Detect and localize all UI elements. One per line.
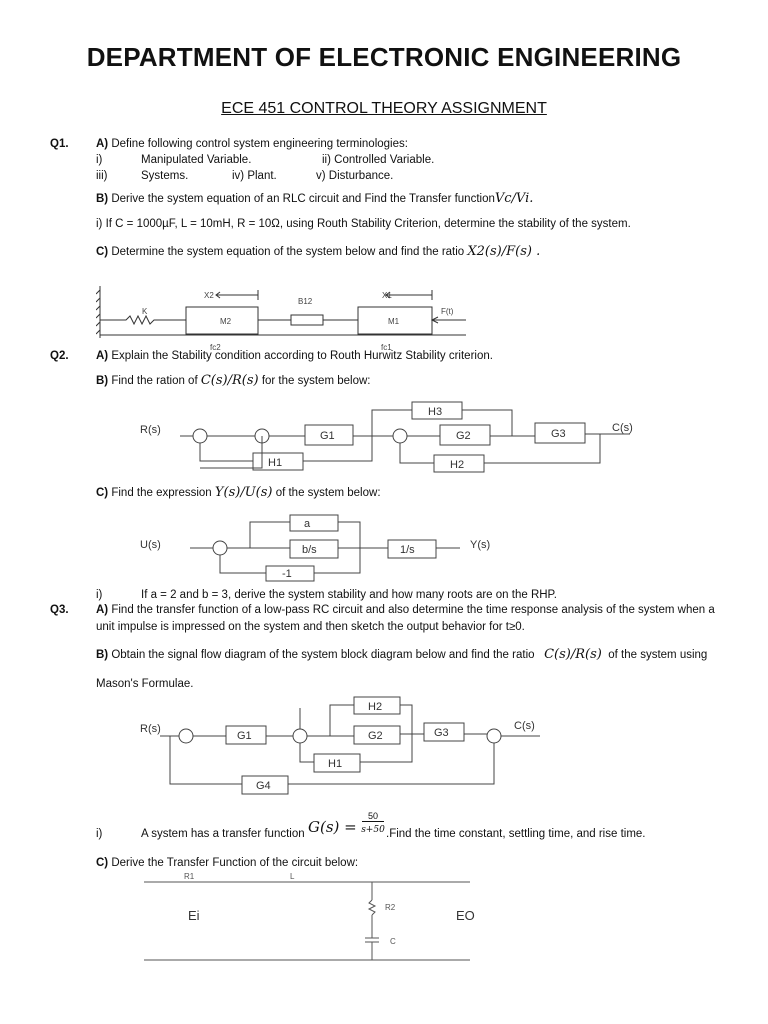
q3-i-num: i)	[96, 828, 103, 840]
q1-c-prefix: C)	[96, 246, 109, 258]
tf-numerator: 50	[362, 811, 384, 822]
q3b-g2: G2	[368, 730, 383, 742]
q1-label: Q1.	[50, 138, 69, 150]
q3b-h1: H1	[328, 758, 343, 770]
q3-c	[96, 857, 358, 869]
circuit-eo-label: EO	[456, 908, 475, 923]
q3-b-prefix: B)	[96, 649, 109, 661]
q2b-g3: G3	[551, 428, 566, 440]
q2-a-prefix: A)	[96, 350, 109, 362]
q2c-neg1-block: -1	[282, 568, 292, 580]
q1-b-text: Derive the system equation of an RLC circuit and Find the Transfer function	[111, 193, 495, 205]
q3-c-text: Derive the Transfer Function of the circuit below:	[111, 857, 359, 869]
q2c-y-label: Y(s)	[470, 539, 491, 551]
q3-b-math: C(s)/R(s)	[544, 647, 602, 662]
q3-i-text2: .Find the time constant, settling time, and rise time.	[386, 828, 646, 840]
b12-label: B12	[298, 297, 313, 306]
q2b-h1: H1	[268, 457, 283, 469]
q1-i: i) If C = 1000µF, L = 10mH, R = 10Ω, using Routh Stability Criterion, determine the stability of the system.	[96, 218, 631, 230]
q3-b-text: Obtain the signal flow diagram of the system block diagram below and find the ratio	[111, 649, 535, 661]
q2c-bs-block: b/s	[302, 544, 317, 556]
q2b-h2: H2	[450, 459, 465, 471]
term-plant: iv) Plant.	[232, 170, 277, 182]
fc2-label: fc2	[210, 343, 221, 352]
q1-a-prefix: A)	[96, 138, 109, 150]
q2b-h3: H3	[428, 406, 443, 418]
q2-c-text1: Find the expression	[111, 487, 212, 499]
q2-label: Q2.	[50, 350, 69, 362]
term-manipulated: Manipulated Variable.	[141, 154, 252, 166]
q2c-a-block: a	[304, 518, 311, 530]
q2-b-math: C(s)/R(s)	[200, 373, 259, 388]
q1-b-prefix: B)	[96, 193, 109, 205]
q1-c-math: X2(s)/F(s) .	[467, 244, 541, 259]
q1-b	[96, 191, 533, 206]
q3-i-math-lhs: G(s) =	[308, 818, 357, 836]
tf-denominator: s+50	[361, 825, 385, 835]
q2b-c-label: C(s)	[612, 422, 633, 434]
q2-c-math: Y(s)/U(s)	[214, 485, 273, 500]
term-disturbance: v) Disturbance.	[316, 170, 394, 182]
x2-label: X2	[204, 291, 214, 300]
q3-a-line1	[96, 604, 715, 616]
m1-label: M1	[388, 317, 400, 326]
q3b-g1: G1	[237, 730, 252, 742]
q2-b-text2: for the system below:	[261, 375, 371, 387]
m2-label: M2	[220, 317, 232, 326]
assignment-title: ECE 451 CONTROL THEORY ASSIGNMENT	[221, 100, 547, 117]
circuit-r2-label: R2	[385, 903, 396, 912]
q3-a-line2: unit impulse is impressed on the system and then sketch the output behavior for t≥0.	[96, 621, 525, 633]
q3-a-text: Find the transfer function of a low-pass RC circuit and also determine the time response analysis of the system when a	[111, 604, 715, 616]
q2-a-text: Explain the Stability condition according to Routh Hurwitz Stability criterion.	[111, 350, 493, 362]
q2c-u-label: U(s)	[140, 539, 161, 551]
spring-k-label: K	[142, 307, 148, 316]
q3b-r-label: R(s)	[140, 723, 161, 735]
fc1-label: fc1	[381, 343, 392, 352]
q3-b	[96, 647, 707, 662]
q3b-h2: H2	[368, 701, 383, 713]
q3-label: Q3.	[50, 604, 69, 616]
rlc-circuit-diagram	[140, 870, 480, 970]
q3b-c-label: C(s)	[514, 720, 535, 732]
block-diagram-q2b	[140, 398, 660, 478]
block-diagram-q3b	[140, 694, 560, 804]
term-num-3: iii)	[96, 170, 108, 182]
q3-i-text1: A system has a transfer function	[141, 828, 305, 840]
q2-i-num: i)	[96, 589, 103, 601]
q2-c	[96, 485, 381, 500]
circuit-c-label: C	[390, 937, 396, 946]
q2b-g2: G2	[456, 430, 471, 442]
q1-b-math: Vc/Vi.	[494, 191, 534, 206]
q1-a	[96, 138, 408, 150]
q3-c-prefix: C)	[96, 857, 109, 869]
circuit-r1-label: R1	[184, 872, 195, 881]
term-systems: Systems.	[141, 170, 189, 182]
circuit-ei-label: Ei	[188, 908, 200, 923]
q3-b-text2: of the system using	[608, 649, 708, 661]
q3b-g3: G3	[434, 727, 449, 739]
term-num-1: i)	[96, 154, 103, 166]
mass-spring-diagram	[96, 282, 476, 354]
term-controlled: ii) Controlled Variable.	[322, 154, 435, 166]
q2-c-prefix: C)	[96, 487, 109, 499]
q2-a	[96, 350, 493, 362]
q2-b-prefix: B)	[96, 375, 109, 387]
q2b-g1: G1	[320, 430, 335, 442]
q2c-is-block: 1/s	[400, 544, 415, 556]
block-diagram-q2c	[140, 510, 520, 590]
q2-b-text1: Find the ration of	[111, 375, 198, 387]
q1-c	[96, 244, 540, 259]
q2-c-text2: of the system below:	[275, 487, 381, 499]
force-label: F(t)	[441, 307, 454, 316]
x1-label: X1	[382, 291, 392, 300]
circuit-l-label: L	[290, 872, 295, 881]
q1-a-text: Define following control system engineering terminologies:	[111, 138, 408, 150]
q2b-r-label: R(s)	[140, 424, 161, 436]
q3-a-prefix: A)	[96, 604, 109, 616]
q2-b	[96, 373, 370, 388]
q3-b-line2: Mason's Formulae.	[96, 678, 194, 690]
department-title: DEPARTMENT OF ELECTRONIC ENGINEERING	[86, 42, 682, 72]
q3b-g4: G4	[256, 780, 271, 792]
q2-i-text: If a = 2 and b = 3, derive the system stability and how many roots are on the RHP.	[141, 589, 557, 601]
q1-c-text: Determine the system equation of the system below and find the ratio	[111, 246, 465, 258]
